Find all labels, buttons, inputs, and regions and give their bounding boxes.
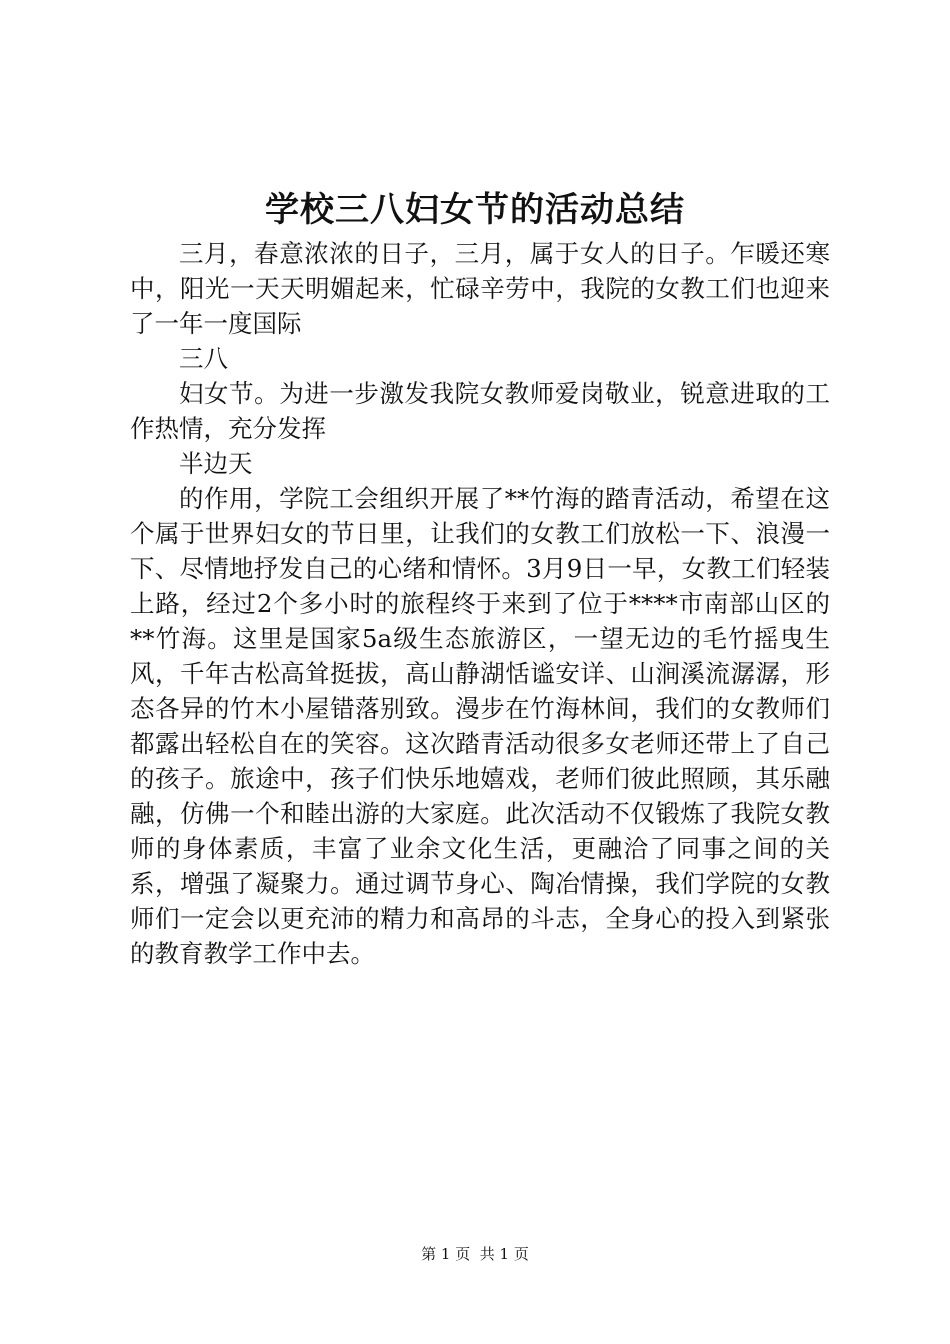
page-footer [0,1242,950,1266]
paragraph-main: 的作用，学院工会组织开展了**竹海的踏青活动，希望在这个属于世界妇女的节日里，让我们的女教工们放松一下、浪漫一下、尽情地抒发自己的心绪和情怀。3月9日一早，女教工们轻装上路，经过2个多小时的旅程终于来到了位于****市南部山区的**竹海。这里是国家5a级生态旅游区，一望无边的毛竹摇曳生风，千年古松高耸挺拔，高山静湖恬谧安详、山涧溪流潺潺，形态各异的竹木小屋错落别致。漫步在竹海林间，我们的女教师们都露出轻松自在的笑容。这次踏青活动很多女老师还带上了自己的孩子。旅途中，孩子们快乐地嬉戏，老师们彼此照顾，其乐融融，仿佛一个和睦出游的大家庭。此次活动不仅锻炼了我院女教师的身体素质，丰富了业余文化生活，更融洽了同事之间的关系，增强了凝聚力。通过调节身心、陶冶情操，我们学院的女教师们一定会以更充沛的精力和高昂的斗志，全身心的投入到紧张的教育教学工作中去。 [130,484,830,968]
footer-separator [470,1245,480,1263]
document-title: 学校三八妇女节的活动总结 [265,190,685,230]
document-body [130,236,830,971]
page-total: 共 1 页 [479,1245,529,1263]
paragraph-intro: 三月，春意浓浓的日子，三月，属于女人的日子。乍暖还寒中，阳光一天天明媚起来，忙碌辛劳中，我院的女教工们也迎来了一年一度国际 [130,239,830,338]
paragraph-banbiantian: 半边天 [179,449,253,478]
paragraph-holiday: 妇女节。为进一步激发我院女教师爱岗敬业，锐意进取的工作热情，充分发挥 [130,379,830,443]
paragraph-sanba: 三八 [179,344,228,373]
page-number: 第 1 页 [421,1245,471,1263]
